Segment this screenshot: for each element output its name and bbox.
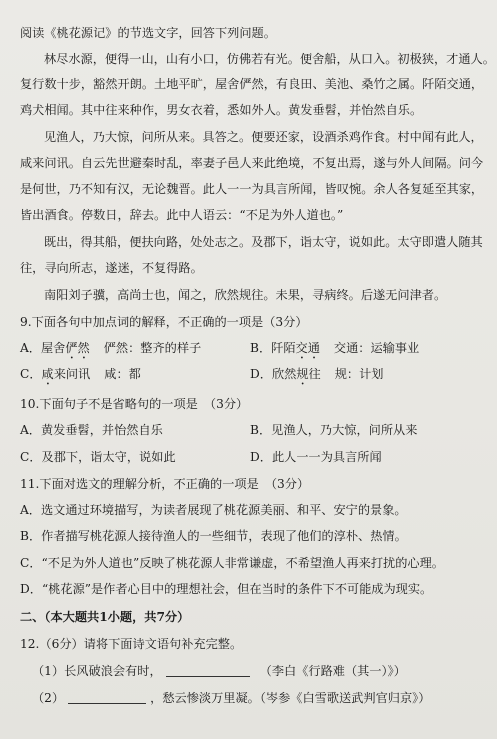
passage-line: 既出，得其船，便扶向路，处处志之。及郡下，诣太守，说如此。太守即遣人随其 bbox=[44, 235, 483, 249]
passage-line: 南阳刘子骥，高尚士也，闻之，欣然规往。未果，寻病终。后遂无问津者。 bbox=[44, 288, 447, 302]
option-11b[interactable]: B．作者描写桃花源人接待渔人的一些细节，表现了他们的淳朴、热情。 bbox=[20, 529, 407, 543]
option-9d[interactable]: D．欣然规往 规：计划 bbox=[250, 367, 384, 381]
passage-line: 林尽水源，便得一山，山有小口，仿佛若有光。便舍船，从口入。初极狭，才通人。 bbox=[44, 52, 495, 66]
question-9-stem: 9.下面各句中加点词的解释，不正确的一项是（3分） bbox=[20, 315, 308, 329]
passage-line: 是何世，乃不知有汉，无论魏晋。此人一一为具言所闻，皆叹惋。余人各复延至其家， bbox=[20, 182, 484, 196]
question-11-stem: 11.下面对选文的理解分析，不正确的一项是 （3分） bbox=[20, 477, 310, 491]
option-11c[interactable]: C．“不足为外人道也”反映了桃花源人非常谦虚，不希望渔人再来打扰的心理。 bbox=[20, 556, 444, 570]
option-10d[interactable]: D．此人一一为具言所闻 bbox=[250, 450, 382, 464]
question-10-stem: 10.下面句子不是省略句的一项是 （3分） bbox=[20, 397, 249, 411]
passage-line: 往，寻向所志，遂迷，不复得路。 bbox=[20, 261, 203, 275]
answer-blank-2[interactable] bbox=[68, 691, 146, 704]
option-10c[interactable]: C．及郡下，诣太守，说如此 bbox=[20, 450, 176, 464]
question-12-line-1: （1）长风破浪会有时， （李白《行路难（其一）》） bbox=[32, 664, 406, 678]
question-12-stem: 12.（6分）请将下面诗文语句补充完整。 bbox=[20, 637, 243, 651]
option-10b[interactable]: B．见渔人，乃大惊，问所从来 bbox=[250, 423, 418, 437]
option-9c[interactable]: C．咸来问讯 咸：都 bbox=[20, 367, 141, 381]
option-9b[interactable]: B．阡陌交通 交通：运输事业 bbox=[250, 341, 420, 355]
passage-line: 复行数十步，豁然开朗。土地平旷，屋舍俨然，有良田、美池、桑竹之属。阡陌交通， bbox=[20, 77, 484, 91]
option-11d[interactable]: D．“桃花源”是作者心目中的理想社会，但在当时的条件下不可能成为现实。 bbox=[20, 582, 433, 596]
option-10a[interactable]: A．黄发垂髫，并怡然自乐 bbox=[20, 423, 163, 437]
question-9-options-ab bbox=[0, 340, 497, 362]
passage-line: 鸡犬相闻。其中往来种作，男女衣着，悉如外人。黄发垂髫，并怡然自乐。 bbox=[20, 103, 423, 117]
passage-line: 咸来问讯。自云先世避秦时乱，率妻子邑人来此绝境，不复出焉，遂与外人间隔。问今 bbox=[20, 156, 484, 170]
answer-blank-1[interactable] bbox=[166, 664, 250, 677]
question-12-line-2: （2） ，愁云惨淡万里凝。（岑参《白雪歌送武判官归京》） bbox=[32, 691, 431, 705]
option-9a[interactable]: A．屋舍俨然 俨然：整齐的样子 bbox=[20, 341, 202, 355]
question-10-options-cd bbox=[0, 449, 497, 465]
section-2-header: 二、（本大题共1小题，共7分） bbox=[20, 610, 190, 624]
passage-intro: 阅读《桃花源记》的节选文字，回答下列问题。 bbox=[20, 26, 276, 40]
passage-line: 皆出酒食。停数日，辞去。此中人语云：“不足为外人道也。” bbox=[20, 208, 344, 222]
question-9-options-cd bbox=[0, 366, 497, 388]
question-10-options-ab bbox=[0, 422, 497, 438]
passage-line: 见渔人，乃大惊，问所从来。具答之。便要还家，设酒杀鸡作食。村中闻有此人， bbox=[44, 130, 483, 144]
option-11a[interactable]: A．选文通过环境描写，为读者展现了桃花源美丽、和平、安宁的景象。 bbox=[20, 503, 407, 517]
